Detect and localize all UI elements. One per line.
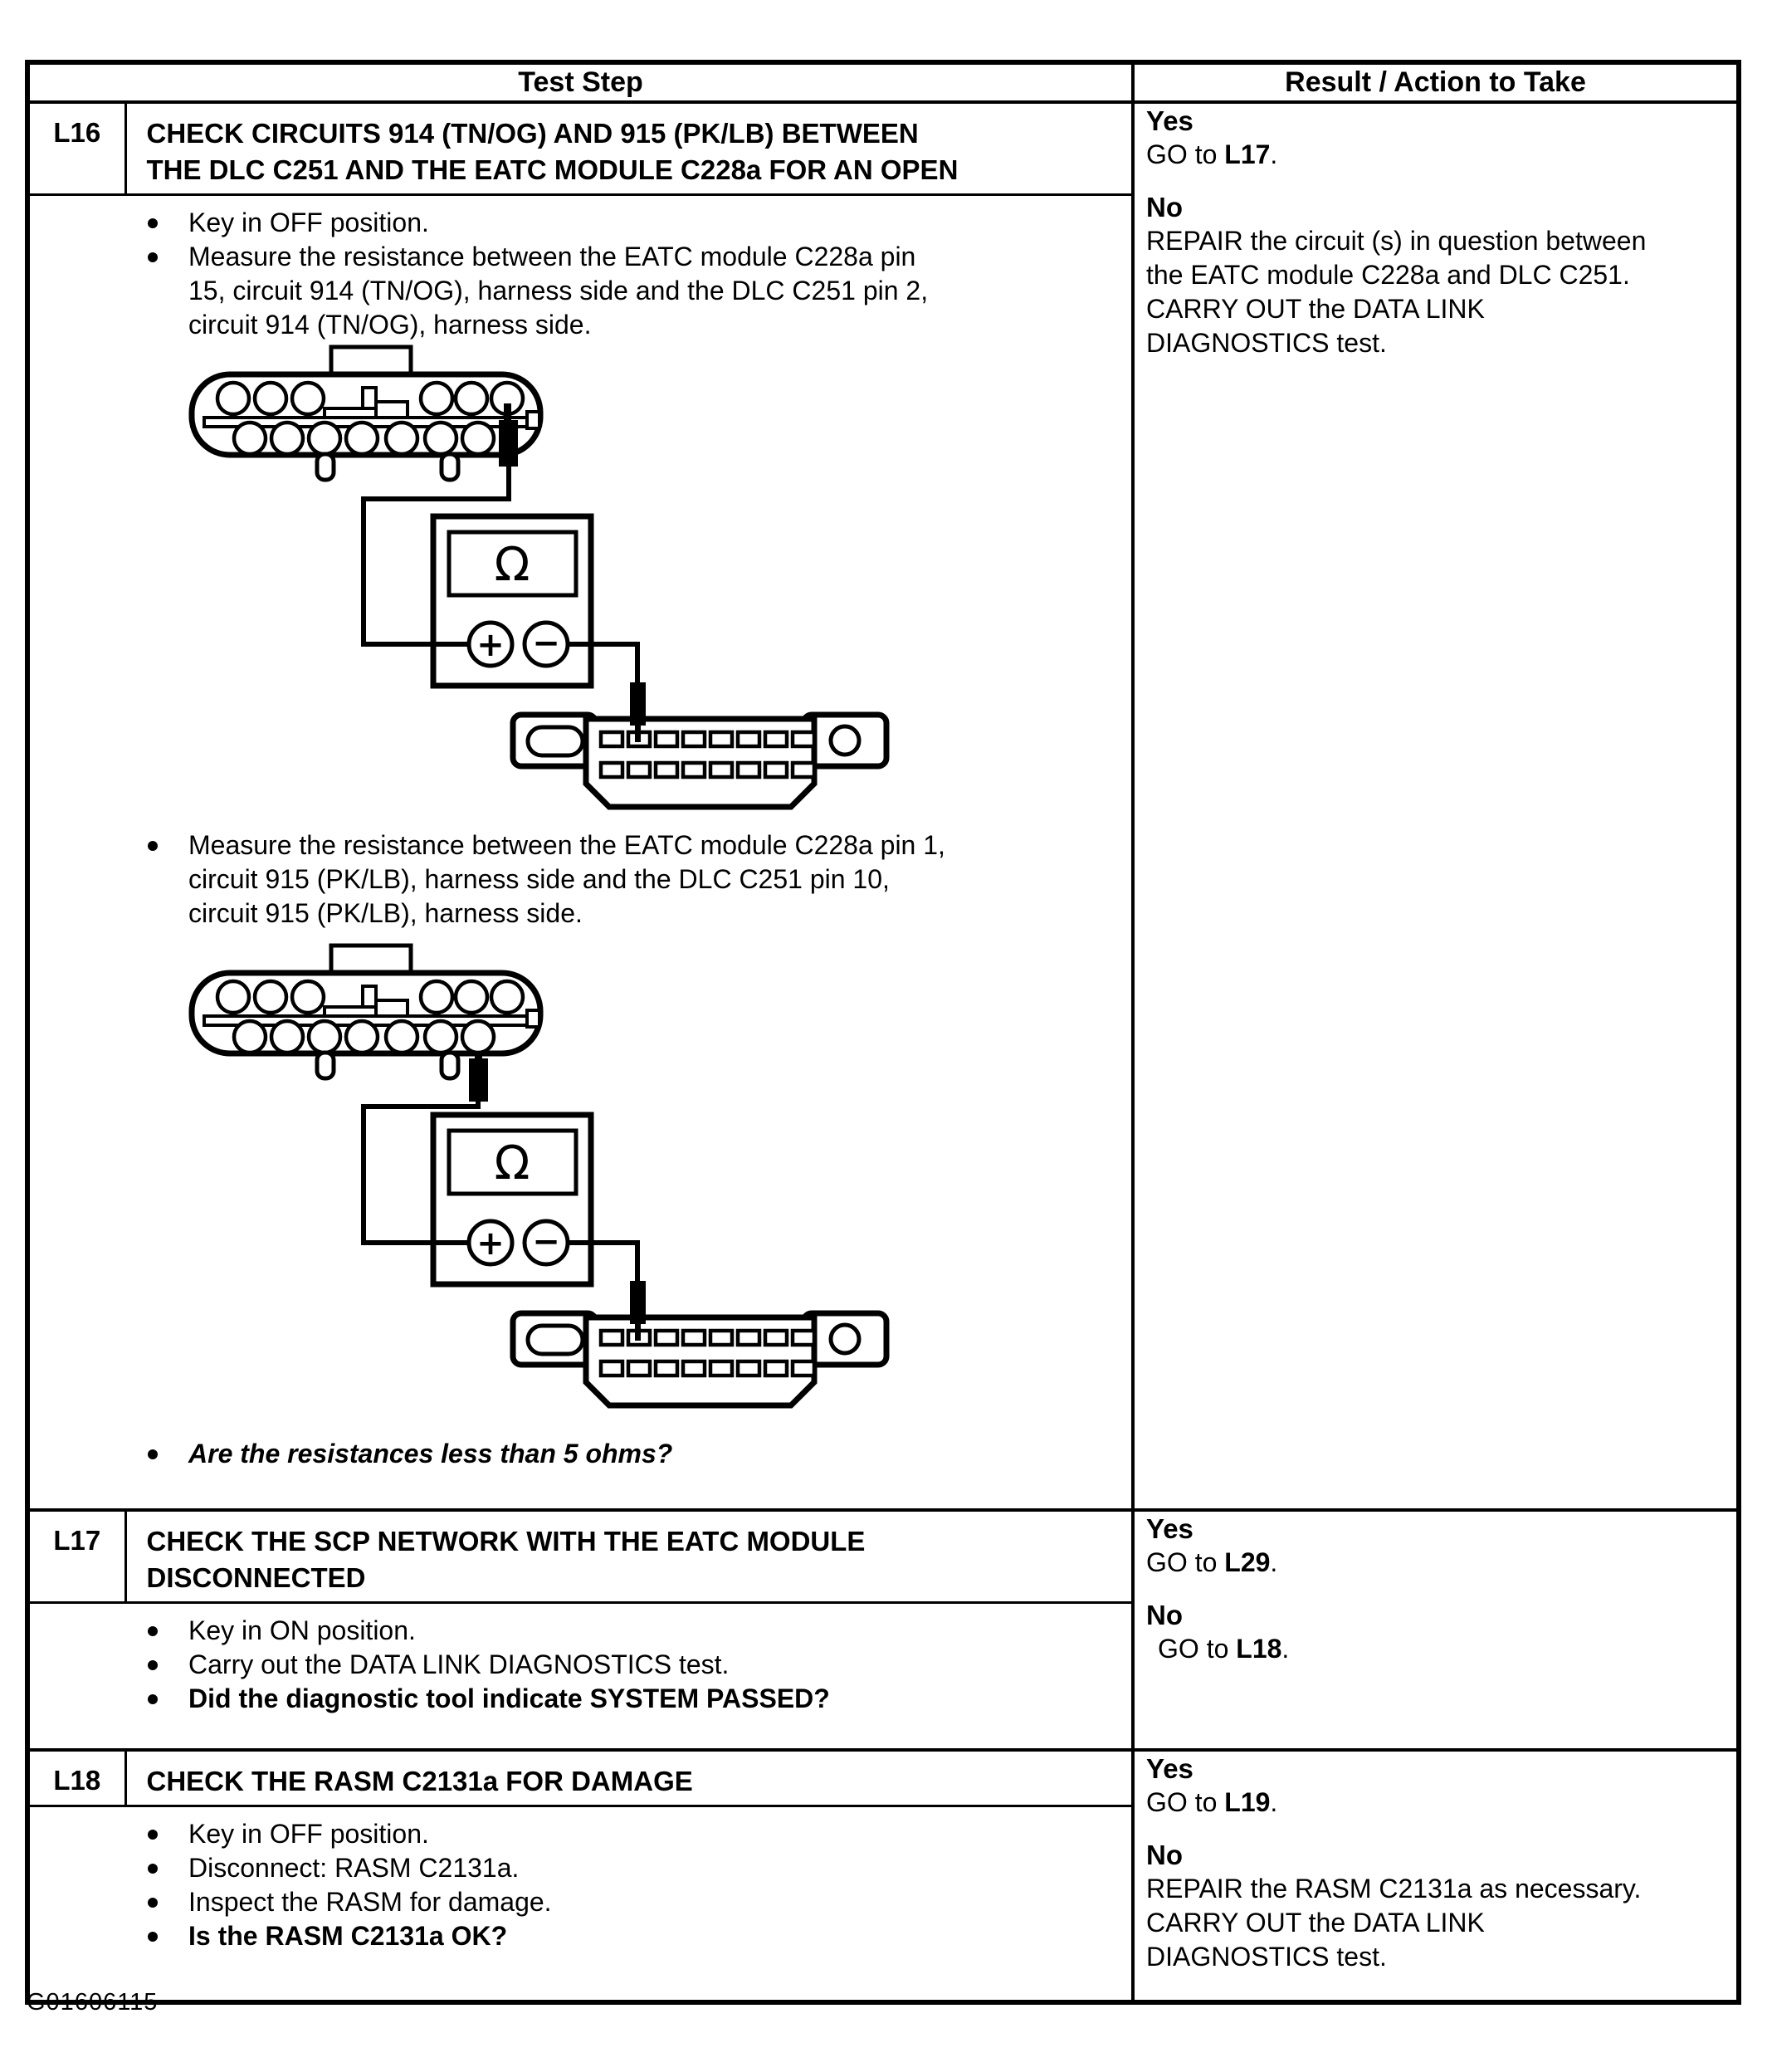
step-text: Inspect the RASM for damage. (188, 1887, 552, 1917)
step-instructions-l16 (27, 195, 1133, 1510)
action-text: GO to (1146, 1787, 1225, 1817)
resistance-test-diagram-2 (154, 942, 901, 1415)
step-id-l16: L16 (27, 102, 125, 195)
resistance-test-diagram-1 (154, 344, 901, 817)
title-line: CHECK CIRCUITS 914 (TN/OG) AND 915 (PK/LB) BETWEEN (146, 118, 919, 149)
step-text: 15, circuit 914 (TN/OG), harness side and the DLC C251 pin 2, (188, 276, 929, 305)
probe (630, 682, 646, 726)
no-action (1146, 224, 1731, 360)
bullet-icon (148, 1449, 158, 1459)
bullet-icon (148, 1932, 158, 1942)
go-to-step-ref: L17 (1224, 139, 1271, 169)
dlc-mounting-hole (831, 726, 859, 755)
yes-label: Yes (1146, 1753, 1193, 1784)
ohm-symbol: Ω (494, 1136, 530, 1190)
go-to-step-ref: L18 (1236, 1633, 1282, 1664)
figure-id: G01606115 (27, 1989, 159, 2016)
step-text: Carry out the DATA LINK DIAGNOSTICS test. (188, 1649, 730, 1679)
title-line: CHECK THE SCP NETWORK WITH THE EATC MODULE (146, 1525, 866, 1556)
probe (630, 1281, 646, 1324)
section-l17-title-row (27, 1510, 1739, 1603)
action-text: GO to (1146, 1547, 1225, 1577)
yes-label: Yes (1146, 1512, 1193, 1544)
result-header-cell: Result / Action to Take (1133, 62, 1739, 102)
bullet-icon (148, 841, 158, 851)
connector-leg (317, 454, 334, 480)
result-cell-l17 (1133, 1510, 1739, 1751)
go-to-step-ref: L29 (1224, 1547, 1271, 1577)
probe (469, 1058, 488, 1102)
list-item (30, 206, 1131, 240)
minus-symbol: − (532, 624, 560, 662)
dlc-left-opening (528, 727, 583, 755)
bullet-icon (148, 1694, 158, 1704)
bullet-icon (148, 1660, 158, 1670)
list-item (30, 1648, 1131, 1682)
section-l18-title-row (27, 1750, 1739, 1806)
probe (499, 420, 518, 467)
dlc-left-opening (528, 1326, 583, 1354)
yes-action (1146, 1786, 1731, 1820)
ohm-symbol: Ω (494, 538, 530, 592)
result-cell-l16 (1133, 102, 1739, 1510)
step-id-l17: L17 (27, 1510, 125, 1603)
list-item (30, 1437, 1131, 1471)
minus-symbol: − (532, 1223, 560, 1261)
action-text: DIAGNOSTICS test. (1146, 328, 1387, 358)
yes-label: Yes (1146, 105, 1193, 136)
action-text: CARRY OUT the DATA LINK (1146, 1908, 1485, 1938)
test-step-header-cell: Test Step (27, 62, 1133, 102)
table-header-row (27, 62, 1739, 102)
step-instructions-l17 (27, 1602, 1133, 1750)
action-text: CARRY OUT the DATA LINK (1146, 294, 1485, 324)
result-cell-l18 (1133, 1750, 1739, 2002)
bullet-icon (148, 252, 158, 262)
eatc-module-connector (192, 347, 540, 480)
list-item (30, 1885, 1131, 1919)
action-text: . (1270, 1547, 1278, 1577)
action-text: DIAGNOSTICS test. (1146, 1942, 1387, 1972)
step-text: Key in ON position. (188, 1615, 416, 1645)
plus-symbol: + (476, 1224, 505, 1263)
step-text: Disconnect: RASM C2131a. (188, 1853, 520, 1883)
pinpoint-test-table (25, 60, 1741, 2005)
bullet-icon (148, 1626, 158, 1636)
list-item (30, 1614, 1131, 1648)
list-item (30, 1682, 1131, 1716)
title-line: CHECK THE RASM C2131a FOR DAMAGE (146, 1766, 693, 1796)
yes-action (1146, 1546, 1731, 1580)
connector-notch (527, 1010, 539, 1027)
step-text: Key in OFF position. (188, 1819, 429, 1849)
probe-tip (635, 1322, 641, 1341)
action-text: . (1270, 1787, 1278, 1817)
step-title-l17 (125, 1510, 1133, 1603)
yes-action (1146, 138, 1731, 172)
ohmmeter (433, 516, 591, 686)
list-item (30, 1851, 1131, 1885)
ohmmeter (433, 1115, 591, 1284)
dlc-connector (513, 1313, 886, 1405)
no-action (1146, 1872, 1731, 1974)
step-text: circuit 914 (TN/OG), harness side. (188, 310, 592, 340)
action-text: GO to (1158, 1633, 1237, 1664)
go-to-step-ref: L19 (1224, 1787, 1271, 1817)
list-item (30, 1919, 1131, 1953)
bullet-icon (148, 1898, 158, 1908)
bullet-icon (148, 1864, 158, 1874)
no-label: No (1146, 1599, 1184, 1630)
no-action (1146, 1632, 1731, 1666)
list-item (30, 240, 1131, 342)
title-line: DISCONNECTED (146, 1561, 366, 1593)
step-title-l16 (125, 102, 1133, 195)
connector-leg (442, 454, 458, 480)
dlc-mounting-hole (831, 1325, 859, 1353)
step-text: Measure the resistance between the EATC module C228a pin 1, (188, 830, 945, 860)
title-line: THE DLC C251 AND THE EATC MODULE C228a FOR AN OPEN (146, 154, 959, 185)
action-text: . (1270, 139, 1278, 169)
list-item (30, 828, 1131, 931)
connector-leg (317, 1053, 334, 1078)
step-question: Did the diagnostic tool indicate SYSTEM PASSED? (188, 1683, 830, 1713)
step-text: Measure the resistance between the EATC module C228a pin (188, 242, 916, 271)
connector-notch (527, 412, 539, 428)
step-text: Key in OFF position. (188, 208, 429, 237)
step-text: circuit 915 (PK/LB), harness side and the DLC C251 pin 10, (188, 864, 890, 894)
step-instructions-l18 (27, 1806, 1133, 2002)
bullet-icon (148, 218, 158, 228)
probe-tip (635, 724, 641, 742)
step-text: circuit 915 (PK/LB), harness side. (188, 898, 583, 928)
connector-leg (442, 1053, 458, 1078)
bullet-icon (148, 1830, 158, 1840)
no-label: No (1146, 192, 1184, 222)
list-item (30, 1817, 1131, 1851)
action-text: the EATC module C228a and DLC C251. (1146, 260, 1630, 290)
step-id-l18: L18 (27, 1750, 125, 1806)
action-text: REPAIR the RASM C2131a as necessary. (1146, 1874, 1642, 1903)
step-question: Are the resistances less than 5 ohms? (188, 1439, 673, 1468)
no-label: No (1146, 1840, 1184, 1870)
action-text: GO to (1146, 139, 1225, 169)
section-l16-title-row (27, 102, 1739, 195)
step-title-l18 (125, 1750, 1133, 1806)
action-text: . (1281, 1633, 1290, 1664)
dlc-connector (513, 715, 886, 807)
plus-symbol: + (476, 626, 505, 664)
action-text: REPAIR the circuit (s) in question between (1146, 226, 1647, 256)
step-question: Is the RASM C2131a OK? (188, 1921, 508, 1951)
